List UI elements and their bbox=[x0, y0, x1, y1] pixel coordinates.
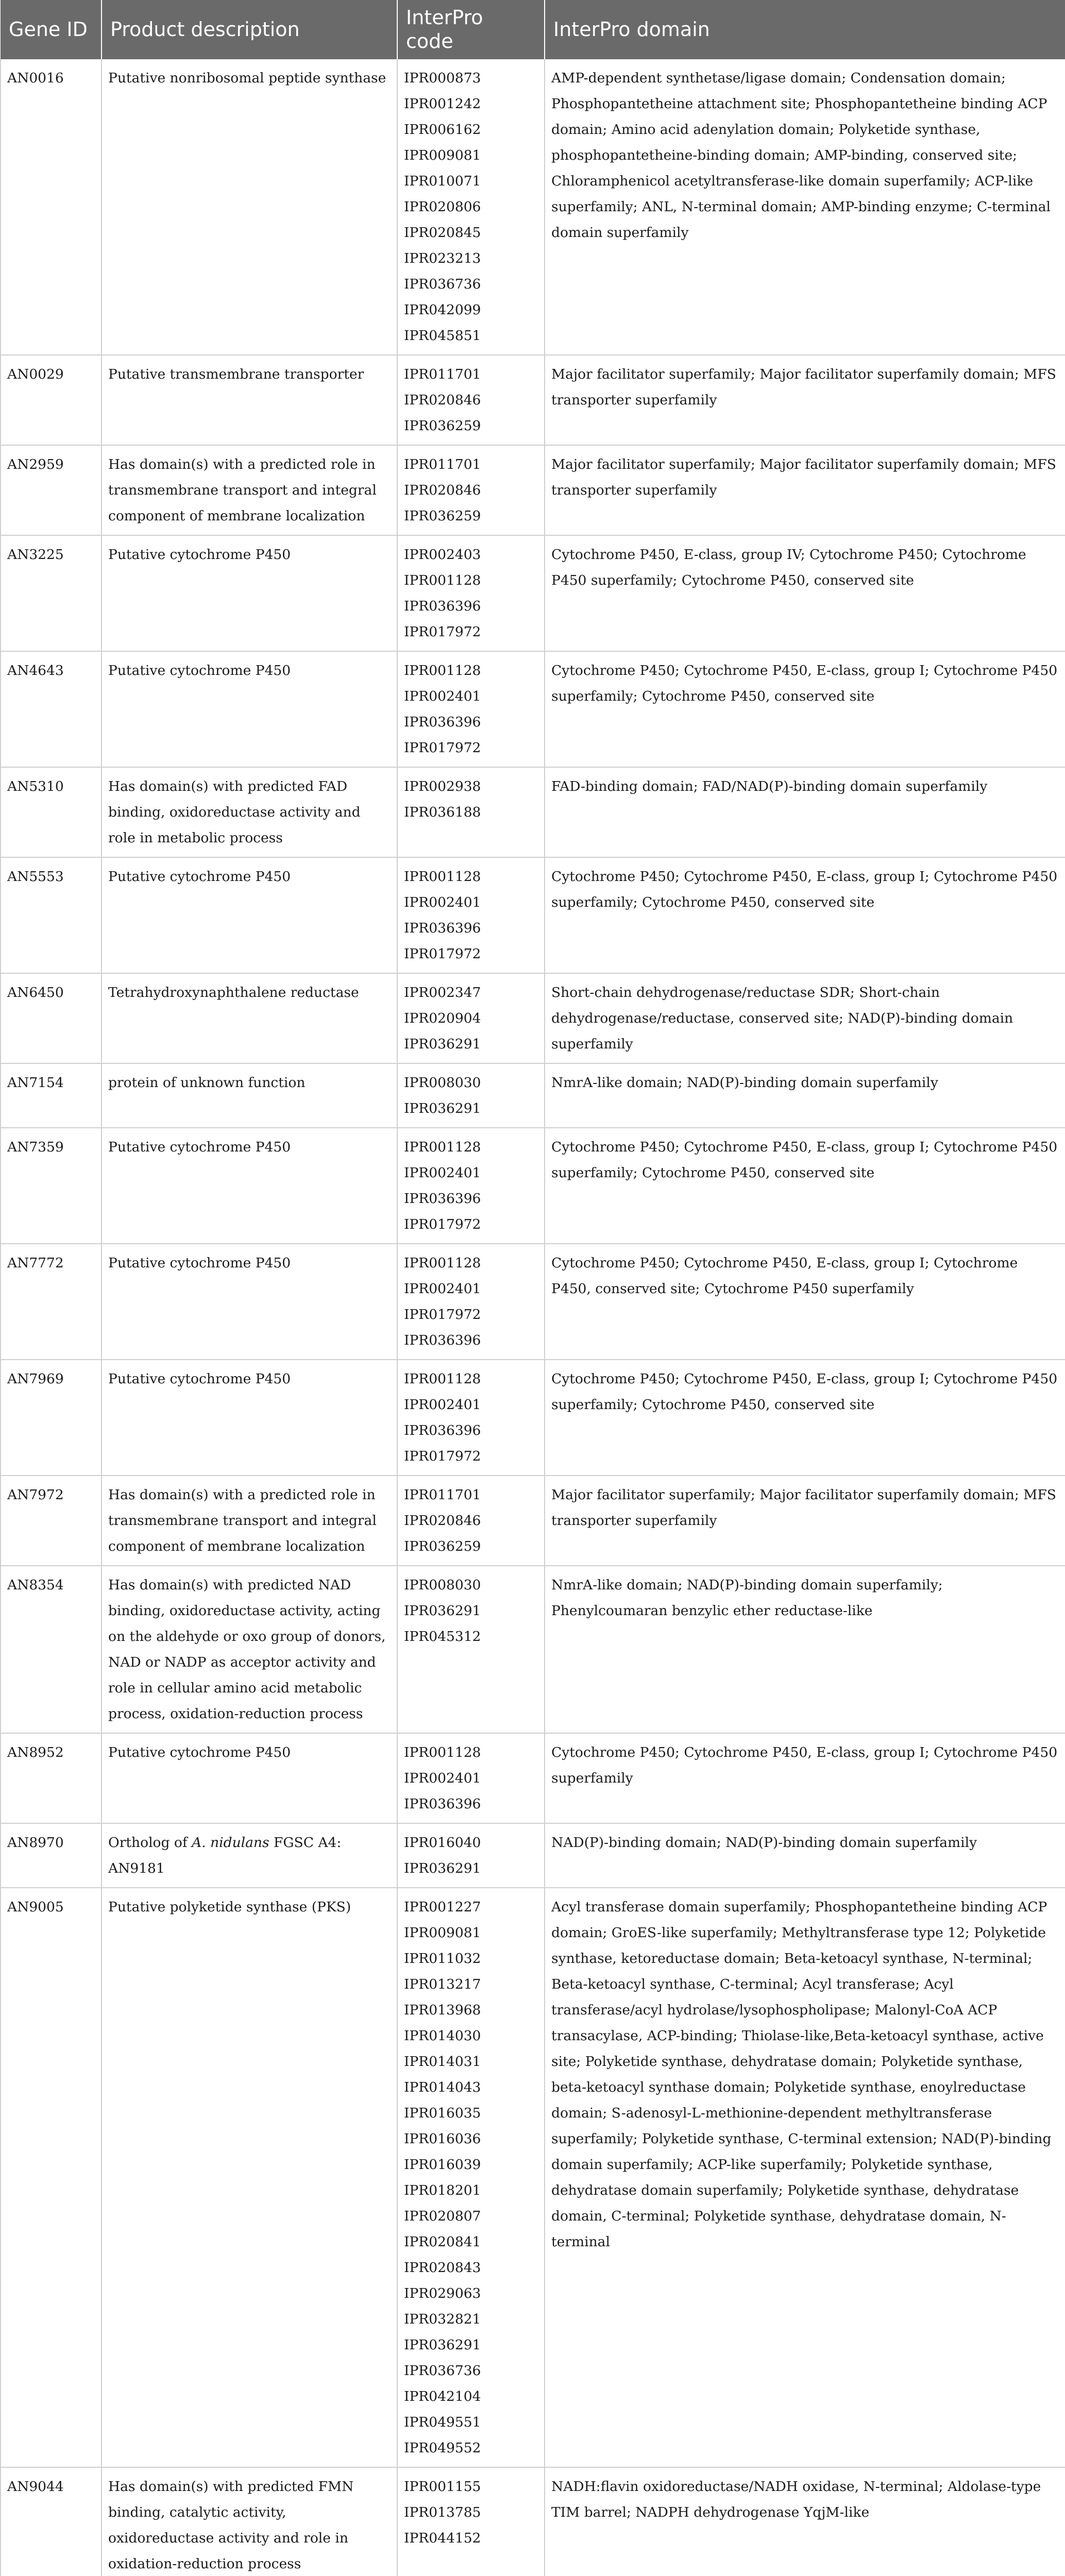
interpro-code-cell bbox=[397, 1063, 545, 1128]
table-row bbox=[1, 1360, 1065, 1476]
gene-id-cell: AN8354 bbox=[1, 1566, 102, 1733]
product-description-cell: Putative cytochrome P450 bbox=[102, 1733, 397, 1823]
interpro-code-cell bbox=[397, 1476, 545, 1566]
interpro-domain-cell: Cytochrome P450; Cytochrome P450, E-class, group I; Cytochrome P450 superfamily; Cytochrome P450, conserved site bbox=[545, 1360, 1065, 1476]
gene-id-cell: AN7969 bbox=[1, 1360, 102, 1476]
interpro-domain-cell: Short-chain dehydrogenase/reductase SDR; Short-chain dehydrogenase/reductase, conserved site; NAD(P)-binding domain superfamily bbox=[545, 973, 1065, 1063]
gene-id-cell: AN7772 bbox=[1, 1244, 102, 1360]
interpro-domain-cell: Cytochrome P450; Cytochrome P450, E-class, group I; Cytochrome P450, conserved site; Cytochrome P450 superfamily bbox=[545, 1244, 1065, 1360]
table-row bbox=[1, 59, 1065, 355]
product-description-cell: Putative cytochrome P450 bbox=[102, 857, 397, 973]
table-row bbox=[1, 651, 1065, 767]
interpro-code-cell bbox=[397, 59, 545, 355]
interpro-code: IPR011701 bbox=[404, 1487, 481, 1503]
interpro-code-cell bbox=[397, 1566, 545, 1733]
interpro-code: IPR020841 bbox=[404, 2234, 481, 2250]
interpro-code: IPR020806 bbox=[404, 199, 481, 215]
product-description-cell: Putative cytochrome P450 bbox=[102, 1244, 397, 1360]
interpro-domain-cell: NmrA-like domain; NAD(P)-binding domain superfamily; Phenylcoumaran benzylic ether reductase-like bbox=[545, 1566, 1065, 1733]
interpro-code: IPR036259 bbox=[404, 508, 481, 524]
table-row bbox=[1, 1476, 1065, 1566]
gene-id-cell: AN5310 bbox=[1, 767, 102, 857]
product-description-cell: Has domain(s) with predicted FMN binding, catalytic activity, oxidoreductase activity and role in oxidation-reduction process bbox=[102, 2467, 397, 2576]
interpro-code: IPR042099 bbox=[404, 302, 481, 318]
product-description-cell: Has domain(s) with a predicted role in transmembrane transport and integral component of membrane localization bbox=[102, 445, 397, 535]
product-description-cell: Has domain(s) with a predicted role in transmembrane transport and integral component of membrane localization bbox=[102, 1476, 397, 1566]
table-row bbox=[1, 355, 1065, 445]
gene-id-cell: AN2959 bbox=[1, 445, 102, 535]
interpro-code: IPR045851 bbox=[404, 328, 481, 344]
interpro-domain-cell: Cytochrome P450; Cytochrome P450, E-class, group I; Cytochrome P450 superfamily; Cytochrome P450, conserved site bbox=[545, 857, 1065, 973]
interpro-code: IPR002347 bbox=[404, 985, 481, 1001]
interpro-code: IPR010071 bbox=[404, 173, 481, 190]
gene-id-cell: AN0016 bbox=[1, 59, 102, 355]
interpro-code: IPR036291 bbox=[404, 1100, 481, 1117]
product-description-cell: Has domain(s) with predicted FAD binding, oxidoreductase activity and role in metabolic process bbox=[102, 767, 397, 857]
gene-id-cell: AN9005 bbox=[1, 1888, 102, 2467]
interpro-code-cell bbox=[397, 355, 545, 445]
interpro-code: IPR036396 bbox=[404, 1332, 481, 1349]
interpro-code: IPR036396 bbox=[404, 1422, 481, 1439]
interpro-code: IPR001128 bbox=[404, 663, 481, 679]
table-row bbox=[1, 973, 1065, 1063]
interpro-domain-cell: Major facilitator superfamily; Major facilitator superfamily domain; MFS transporter superfamily bbox=[545, 445, 1065, 535]
header-interpro-code: InterPro code bbox=[397, 0, 545, 59]
interpro-domain-cell: Major facilitator superfamily; Major facilitator superfamily domain; MFS transporter superfamily bbox=[545, 355, 1065, 445]
interpro-domain-cell: Cytochrome P450; Cytochrome P450, E-class, group I; Cytochrome P450 superfamily; Cytochrome P450, conserved site bbox=[545, 651, 1065, 767]
interpro-code-cell bbox=[397, 767, 545, 857]
interpro-code: IPR036736 bbox=[404, 2363, 481, 2379]
product-description-cell: Putative cytochrome P450 bbox=[102, 1360, 397, 1476]
gene-id-cell: AN6450 bbox=[1, 973, 102, 1063]
interpro-code-cell bbox=[397, 973, 545, 1063]
interpro-domain-cell: Cytochrome P450; Cytochrome P450, E-class, group I; Cytochrome P450 superfamily bbox=[545, 1733, 1065, 1823]
gene-id-cell: AN0029 bbox=[1, 355, 102, 445]
interpro-code: IPR001155 bbox=[404, 2479, 481, 2495]
interpro-domain-cell: Major facilitator superfamily; Major facilitator superfamily domain; MFS transporter superfamily bbox=[545, 1476, 1065, 1566]
gene-id-cell: AN3225 bbox=[1, 535, 102, 651]
table-row bbox=[1, 1888, 1065, 2467]
interpro-code: IPR002401 bbox=[404, 688, 481, 705]
interpro-code: IPR009081 bbox=[404, 1925, 481, 1941]
interpro-code: IPR036396 bbox=[404, 714, 481, 731]
interpro-code: IPR020807 bbox=[404, 2208, 481, 2225]
table-row bbox=[1, 1566, 1065, 1733]
interpro-code: IPR036291 bbox=[404, 1603, 481, 1619]
interpro-code: IPR020845 bbox=[404, 225, 481, 241]
table-header-row bbox=[1, 0, 1065, 59]
interpro-code: IPR001128 bbox=[404, 869, 481, 885]
interpro-code: IPR002401 bbox=[404, 894, 481, 911]
product-description-cell bbox=[102, 1823, 397, 1888]
interpro-code: IPR036736 bbox=[404, 276, 481, 293]
interpro-code: IPR036188 bbox=[404, 804, 481, 821]
interpro-code: IPR016040 bbox=[404, 1835, 481, 1851]
interpro-code: IPR014043 bbox=[404, 2079, 481, 2096]
interpro-code: IPR020846 bbox=[404, 1513, 481, 1529]
interpro-code: IPR013968 bbox=[404, 2002, 481, 2019]
interpro-code: IPR049551 bbox=[404, 2414, 481, 2431]
header-product-description: Product description bbox=[102, 0, 397, 59]
product-description-cell: Putative cytochrome P450 bbox=[102, 535, 397, 651]
product-description-cell: Has domain(s) with predicted NAD binding, oxidoreductase activity, acting on the aldehyde or oxo group of donors, NAD or NADP as acceptor activity and role in cellular amino acid metabolic process, oxidation-reduction process bbox=[102, 1566, 397, 1733]
interpro-code: IPR044152 bbox=[404, 2530, 481, 2547]
gene-id-cell: AN7154 bbox=[1, 1063, 102, 1128]
interpro-domain-cell: Cytochrome P450, E-class, group IV; Cytochrome P450; Cytochrome P450 superfamily; Cytochrome P450, conserved site bbox=[545, 535, 1065, 651]
interpro-code: IPR017972 bbox=[404, 1307, 481, 1323]
interpro-code: IPR036396 bbox=[404, 920, 481, 937]
interpro-code: IPR014030 bbox=[404, 2028, 481, 2044]
table-row bbox=[1, 1733, 1065, 1823]
gene-id-cell: AN7972 bbox=[1, 1476, 102, 1566]
product-description-cell: Putative nonribosomal peptide synthase bbox=[102, 59, 397, 355]
table-body bbox=[1, 59, 1065, 2576]
gene-id-cell: AN7359 bbox=[1, 1128, 102, 1244]
interpro-code: IPR016039 bbox=[404, 2157, 481, 2173]
interpro-code-cell bbox=[397, 2467, 545, 2576]
interpro-code: IPR017972 bbox=[404, 1448, 481, 1465]
gene-id-cell: AN9044 bbox=[1, 2467, 102, 2576]
interpro-code: IPR036396 bbox=[404, 1191, 481, 1207]
interpro-code: IPR006162 bbox=[404, 122, 481, 138]
product-description-cell: Putative cytochrome P450 bbox=[102, 651, 397, 767]
table-row bbox=[1, 767, 1065, 857]
product-suffix: FGSC A4: AN9181 bbox=[108, 1835, 342, 1877]
interpro-code: IPR001128 bbox=[404, 1744, 481, 1761]
table-row bbox=[1, 1823, 1065, 1888]
interpro-code: IPR020846 bbox=[404, 392, 481, 409]
interpro-code: IPR016035 bbox=[404, 2105, 481, 2122]
interpro-code: IPR017972 bbox=[404, 946, 481, 962]
interpro-code: IPR042104 bbox=[404, 2388, 481, 2405]
interpro-code: IPR002401 bbox=[404, 1397, 481, 1413]
interpro-code: IPR014031 bbox=[404, 2054, 481, 2070]
interpro-code: IPR036291 bbox=[404, 1860, 481, 1877]
gene-id-cell: AN8970 bbox=[1, 1823, 102, 1888]
interpro-code: IPR036259 bbox=[404, 418, 481, 434]
interpro-code: IPR036291 bbox=[404, 1036, 481, 1053]
interpro-code: IPR036259 bbox=[404, 1538, 481, 1555]
interpro-code: IPR001128 bbox=[404, 1371, 481, 1387]
table-row bbox=[1, 1128, 1065, 1244]
interpro-code: IPR013785 bbox=[404, 2504, 481, 2521]
interpro-code: IPR020846 bbox=[404, 482, 481, 499]
interpro-code: IPR001128 bbox=[404, 572, 481, 589]
interpro-code: IPR008030 bbox=[404, 1075, 481, 1091]
interpro-code: IPR036396 bbox=[404, 1796, 481, 1812]
interpro-code-cell bbox=[397, 651, 545, 767]
interpro-code-cell bbox=[397, 1733, 545, 1823]
interpro-code: IPR017972 bbox=[404, 740, 481, 756]
product-description-cell: protein of unknown function bbox=[102, 1063, 397, 1128]
interpro-code-cell bbox=[397, 535, 545, 651]
interpro-code: IPR029063 bbox=[404, 2285, 481, 2302]
interpro-code: IPR018201 bbox=[404, 2182, 481, 2199]
interpro-code: IPR002938 bbox=[404, 778, 481, 795]
interpro-domain-cell: AMP-dependent synthetase/ligase domain; Condensation domain; Phosphopantetheine attachment site; Phosphopantetheine binding ACP domain; Amino acid adenylation domain; Polyketide synthase, phosphopantetheine-binding domain; AMP-binding, conserved site; Chloramphenicol acetyltransferase-like domain superfamily; ACP-like superfamily; ANL, N-terminal domain; AMP-binding enzyme; C-terminal domain superfamily bbox=[545, 59, 1065, 355]
interpro-code: IPR011032 bbox=[404, 1951, 481, 1967]
product-description-cell: Putative polyketide synthase (PKS) bbox=[102, 1888, 397, 2467]
table-row bbox=[1, 445, 1065, 535]
interpro-code-cell bbox=[397, 1128, 545, 1244]
interpro-code: IPR000873 bbox=[404, 70, 481, 87]
interpro-code: IPR017972 bbox=[404, 624, 481, 640]
table-row bbox=[1, 2467, 1065, 2576]
interpro-code: IPR001128 bbox=[404, 1255, 481, 1272]
header-gene-id: Gene ID bbox=[1, 0, 102, 59]
table-row bbox=[1, 1063, 1065, 1128]
gene-id-cell: AN5553 bbox=[1, 857, 102, 973]
interpro-code: IPR001242 bbox=[404, 96, 481, 112]
interpro-code: IPR002401 bbox=[404, 1770, 481, 1787]
gene-id-cell: AN8952 bbox=[1, 1733, 102, 1823]
interpro-code-cell bbox=[397, 1823, 545, 1888]
table-row bbox=[1, 1244, 1065, 1360]
interpro-domain-cell: FAD-binding domain; FAD/NAD(P)-binding domain superfamily bbox=[545, 767, 1065, 857]
interpro-code: IPR017972 bbox=[404, 1216, 481, 1233]
interpro-code-cell bbox=[397, 445, 545, 535]
interpro-code: IPR036291 bbox=[404, 2337, 481, 2353]
interpro-code: IPR013217 bbox=[404, 1976, 481, 1993]
product-description-cell: Putative transmembrane transporter bbox=[102, 355, 397, 445]
table-row bbox=[1, 535, 1065, 651]
interpro-code: IPR045312 bbox=[404, 1629, 481, 1645]
interpro-code: IPR020843 bbox=[404, 2260, 481, 2276]
interpro-code: IPR001227 bbox=[404, 1899, 481, 1916]
interpro-domain-cell: Cytochrome P450; Cytochrome P450, E-class, group I; Cytochrome P450 superfamily; Cytochrome P450, conserved site bbox=[545, 1128, 1065, 1244]
interpro-domain-cell: NmrA-like domain; NAD(P)-binding domain superfamily bbox=[545, 1063, 1065, 1128]
interpro-code: IPR008030 bbox=[404, 1577, 481, 1594]
interpro-code-cell bbox=[397, 1888, 545, 2467]
interpro-code: IPR032821 bbox=[404, 2311, 481, 2328]
gene-id-cell: AN4643 bbox=[1, 651, 102, 767]
product-description-cell: Tetrahydroxynaphthalene reductase bbox=[102, 973, 397, 1063]
table-row bbox=[1, 857, 1065, 973]
interpro-code: IPR036396 bbox=[404, 598, 481, 615]
interpro-domain-cell: NADH:flavin oxidoreductase/NADH oxidase, N-terminal; Aldolase-type TIM barrel; NADPH dehydrogenase YqjM-like bbox=[545, 2467, 1065, 2576]
interpro-code-cell bbox=[397, 1244, 545, 1360]
interpro-code: IPR016036 bbox=[404, 2131, 481, 2147]
interpro-code: IPR023213 bbox=[404, 250, 481, 267]
interpro-domain-cell: Acyl transferase domain superfamily; Phosphopantetheine binding ACP domain; GroES-like superfamily; Methyltransferase type 12; Polyketide synthase, ketoreductase domain; Beta-ketoacyl synthase, N-terminal; Beta-ketoacyl synthase, C-terminal; Acyl transferase; Acyl transferase/acyl hydrolase/lysophospholipase; Malonyl-CoA ACP transacylase, ACP-binding; Thiolase-like,Beta-ketoacyl synthase, active site; Polyketide synthase, dehydratase domain; Polyketide synthase, beta-ketoacyl synthase domain; Polyketide synthase, enoylreductase domain; S-adenosyl-L-methionine-dependent methyltransferase superfamily; Polyketide synthase, C-terminal extension; NAD(P)-binding domain superfamily; ACP-like superfamily; Polyketide synthase, dehydratase domain superfamily; Polyketide synthase, dehydratase domain, C-terminal; Polyketide synthase, dehydratase domain, N-terminal bbox=[545, 1888, 1065, 2467]
interpro-code: IPR002401 bbox=[404, 1281, 481, 1297]
interpro-domain-cell: NAD(P)-binding domain; NAD(P)-binding domain superfamily bbox=[545, 1823, 1065, 1888]
interpro-code: IPR011701 bbox=[404, 366, 481, 383]
interpro-code: IPR002403 bbox=[404, 547, 481, 563]
interpro-code: IPR020904 bbox=[404, 1010, 481, 1027]
interpro-code: IPR011701 bbox=[404, 456, 481, 473]
interpro-code-cell bbox=[397, 857, 545, 973]
product-description-cell: Putative cytochrome P450 bbox=[102, 1128, 397, 1244]
product-prefix: Ortholog of bbox=[108, 1835, 192, 1851]
interpro-code: IPR001128 bbox=[404, 1139, 481, 1156]
header-interpro-domain: InterPro domain bbox=[545, 0, 1065, 59]
interpro-code: IPR049552 bbox=[404, 2440, 481, 2456]
interpro-code: IPR009081 bbox=[404, 147, 481, 164]
interpro-code: IPR002401 bbox=[404, 1165, 481, 1181]
product-species: A. nidulans bbox=[192, 1835, 269, 1851]
interpro-code-cell bbox=[397, 1360, 545, 1476]
